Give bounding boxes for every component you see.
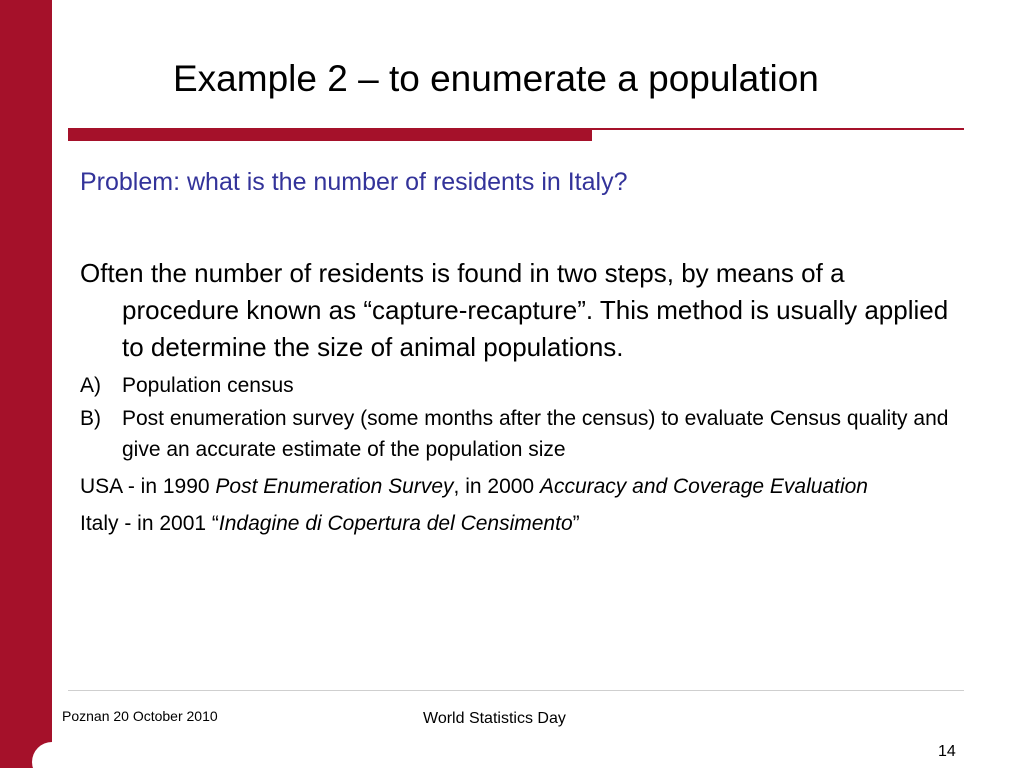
slide-subtitle: Problem: what is the number of residents in Italy? [80, 168, 628, 196]
sidebar-accent-bar [0, 0, 52, 768]
page-number: 14 [938, 743, 956, 760]
list-item-text: Post enumeration survey (some months after the census) to evaluate Census quality and give an accurate estimate of the population size [122, 407, 949, 461]
title-underline-thick [68, 128, 592, 141]
footer-divider [68, 690, 964, 691]
italy-survey: Indagine di Copertura del Censimento [218, 512, 573, 535]
slide-title: Example 2 – to enumerate a population [173, 58, 819, 99]
italy-paragraph [80, 508, 960, 539]
sidebar-notch [32, 742, 72, 782]
italy-suffix: ” [572, 512, 580, 535]
list-marker: B) [80, 407, 101, 430]
intro-paragraph: Often the number of residents is found in two steps, by means of a procedure known as “capture-recapture”. This method is usually applied to determine the size of animal populations. [80, 258, 949, 362]
usa-middle: , in 2000 [453, 475, 540, 498]
slide-body [80, 255, 960, 543]
list-item-b [80, 403, 960, 465]
list-item-text: Population census [122, 374, 294, 397]
usa-survey-1990: Post Enumeration Survey [215, 475, 454, 498]
list-marker: A) [80, 374, 101, 397]
footer-date: Poznan 20 October 2010 [62, 708, 218, 724]
italy-prefix: Italy - in 2001 “ [80, 512, 219, 535]
title-underline-thin [592, 128, 964, 130]
list-item-a [80, 370, 960, 401]
usa-survey-2000: Accuracy and Coverage Evaluation [539, 475, 868, 498]
footer-event: World Statistics Day [423, 710, 566, 727]
usa-prefix: USA - in 1990 [80, 475, 216, 498]
usa-paragraph [80, 471, 960, 502]
